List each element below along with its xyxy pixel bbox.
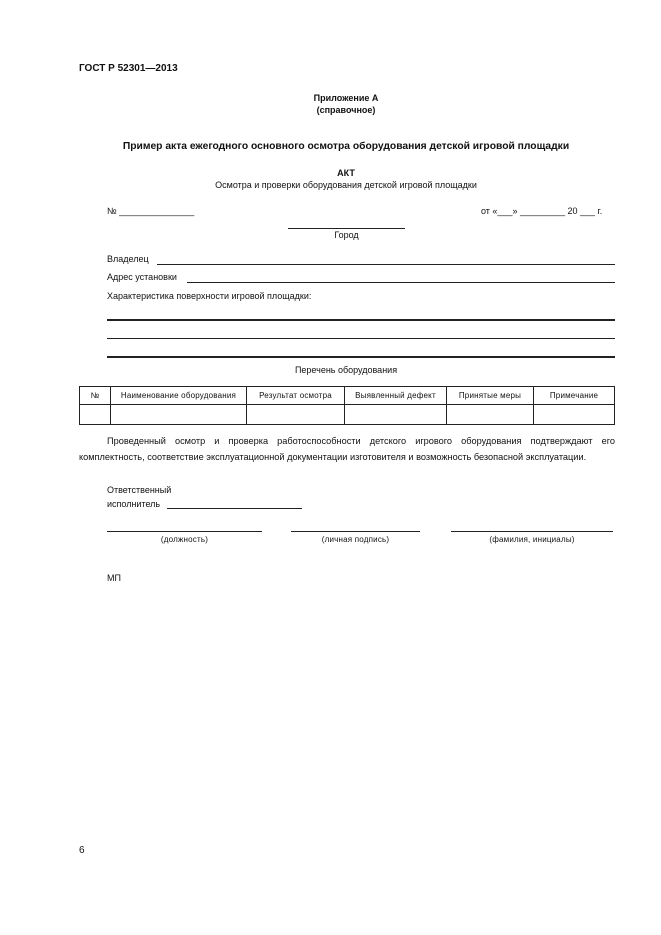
column-header: № bbox=[80, 387, 111, 405]
conclusion-text: Проведенный осмотр и проверка работоспособности детского игрового оборудования подтверждают его комплектность, соответствие эксплуатационной документации изготовителя и возможность безопасной эксплуатации. bbox=[79, 436, 615, 462]
act-heading: АКТ bbox=[337, 168, 355, 178]
table-cell[interactable] bbox=[80, 405, 111, 425]
column-header: Наименование оборудования bbox=[111, 387, 247, 405]
owner-input-line[interactable] bbox=[157, 264, 615, 265]
appendix-title: Приложение А bbox=[313, 93, 379, 103]
address-label: Адрес установки bbox=[107, 272, 177, 282]
table-cell[interactable] bbox=[247, 405, 345, 425]
signature-caption: (личная подпись) bbox=[321, 535, 390, 544]
executor-label: исполнитель bbox=[107, 499, 161, 509]
column-header: Примечание bbox=[534, 387, 615, 405]
act-subheading: Осмотра и проверки оборудования детской игровой площадки bbox=[215, 180, 477, 190]
stamp-label: МП bbox=[107, 573, 121, 583]
surface-label: Характеристика поверхности игровой площадки: bbox=[107, 291, 312, 301]
surface-input-line[interactable] bbox=[107, 356, 615, 358]
position-caption: (должность) bbox=[160, 535, 209, 544]
name-caption: (фамилия, инициалы) bbox=[489, 535, 575, 544]
equipment-title: Перечень оборудования bbox=[294, 365, 398, 375]
document-title: Пример акта ежегодного основного осмотра оборудования детской игровой площадки bbox=[122, 141, 570, 152]
responsible-label: Ответственный bbox=[107, 485, 172, 495]
executor-input-line[interactable] bbox=[167, 508, 302, 509]
act-number-field[interactable]: № _______________ bbox=[107, 206, 195, 216]
column-header: Выявленный дефект bbox=[345, 387, 447, 405]
table-cell[interactable] bbox=[111, 405, 247, 425]
standard-code: ГОСТ Р 52301—2013 bbox=[79, 63, 178, 74]
page-number: 6 bbox=[79, 845, 85, 856]
column-header: Принятые меры bbox=[447, 387, 534, 405]
table-header-row bbox=[80, 387, 615, 405]
signature-input-line[interactable] bbox=[291, 531, 420, 532]
owner-label: Владелец bbox=[107, 254, 149, 264]
position-input-line[interactable] bbox=[107, 531, 262, 532]
equipment-table bbox=[79, 386, 615, 425]
address-input-line[interactable] bbox=[187, 282, 615, 283]
table-row bbox=[80, 405, 615, 425]
appendix-note: (справочное) bbox=[316, 105, 376, 115]
column-header: Результат осмотра bbox=[247, 387, 345, 405]
act-date-field[interactable]: от «___» _________ 20 ___ г. bbox=[481, 206, 603, 216]
table-cell[interactable] bbox=[447, 405, 534, 425]
surface-input-line[interactable] bbox=[107, 319, 615, 321]
table-cell[interactable] bbox=[345, 405, 447, 425]
name-input-line[interactable] bbox=[451, 531, 613, 532]
city-input-line[interactable] bbox=[288, 228, 405, 229]
table-cell[interactable] bbox=[534, 405, 615, 425]
city-label: Город bbox=[334, 230, 359, 240]
surface-input-line[interactable] bbox=[107, 338, 615, 339]
